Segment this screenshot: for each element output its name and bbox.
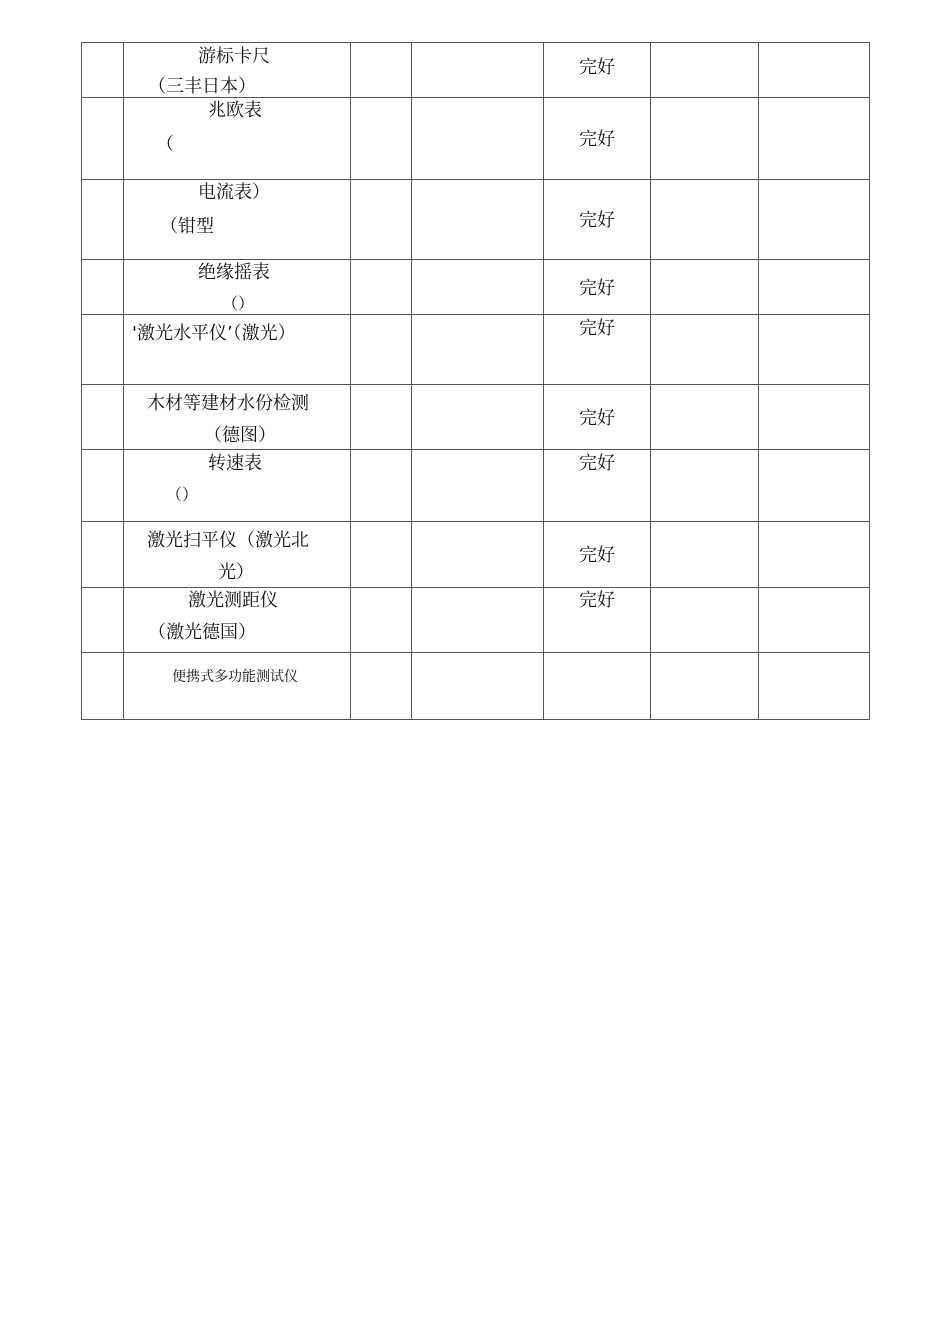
empty-cell [651,180,759,260]
empty-cell [759,98,870,180]
table-row [82,180,870,260]
instrument-name-cell [124,385,351,450]
empty-cell [351,522,412,588]
status-text: 完好 [579,278,615,299]
table-row [82,98,870,180]
table-row [82,43,870,98]
instrument-name-line: 绝缘摇表 [198,262,270,283]
empty-cell [351,43,412,98]
instrument-name-line: 兆欧表 [208,100,262,121]
empty-cell [651,450,759,522]
empty-cell [412,98,544,180]
status-cell [544,385,651,450]
status-cell [544,522,651,588]
instrument-name-line: 便携式多功能测试仪 [172,669,298,685]
instrument-name-line: 转速表 [208,453,262,474]
empty-cell [351,260,412,315]
empty-cell [351,450,412,522]
table-row [82,260,870,315]
instrument-name-cell [124,98,351,180]
empty-cell [412,450,544,522]
index-cell [82,653,124,720]
status-text: 完好 [579,545,615,566]
empty-cell [759,385,870,450]
instrument-name-line: 游标卡尺 [198,46,270,67]
table-row [82,450,870,522]
status-text: 完好 [579,453,615,474]
instrument-name-cell [124,43,351,98]
empty-cell [351,588,412,653]
instrument-name-line: 光） [218,562,254,583]
instrument-name-line: （ [156,134,174,155]
empty-cell [412,180,544,260]
table-row [82,522,870,588]
empty-cell [759,315,870,385]
equipment-table [81,42,870,720]
index-cell [82,260,124,315]
status-cell [544,180,651,260]
instrument-name-line: 电流表） [198,182,270,203]
instrument-name-line: '激光水平仪’（激光） [132,323,296,344]
table-row [82,315,870,385]
instrument-name-cell [124,588,351,653]
empty-cell [412,653,544,720]
status-text: 完好 [579,318,615,339]
index-cell [82,98,124,180]
instrument-name-line: （三丰日本） [148,76,256,97]
instrument-name-line: （激光德国） [148,622,256,643]
instrument-name-cell [124,653,351,720]
empty-cell [651,98,759,180]
instrument-name-cell [124,450,351,522]
empty-cell [351,385,412,450]
index-cell [82,385,124,450]
index-cell [82,315,124,385]
empty-cell [759,450,870,522]
status-cell [544,98,651,180]
empty-cell [651,522,759,588]
empty-cell [759,522,870,588]
empty-cell [412,260,544,315]
empty-cell [759,588,870,653]
empty-cell [651,315,759,385]
index-cell [82,588,124,653]
status-text: 完好 [579,590,615,611]
instrument-name-line: （钳型 [160,216,214,237]
instrument-name-line: 激光测距仪 [188,590,278,611]
instrument-name-cell [124,180,351,260]
status-text: 完好 [579,129,615,150]
instrument-name-cell [124,315,351,385]
empty-cell [759,43,870,98]
status-cell [544,315,651,385]
empty-cell [412,522,544,588]
status-cell [544,450,651,522]
instrument-name-line: （） [222,294,255,313]
empty-cell [412,588,544,653]
empty-cell [759,180,870,260]
empty-cell [651,385,759,450]
status-text: 完好 [579,408,615,429]
instrument-name-cell [124,260,351,315]
empty-cell [412,43,544,98]
status-text: 完好 [579,210,615,231]
empty-cell [412,385,544,450]
instrument-name-line: （德图） [204,425,276,446]
status-cell [544,43,651,98]
instrument-name-line: 激光扫平仪（激光北 [147,530,309,551]
status-text: 完好 [579,57,615,78]
table-row [82,385,870,450]
index-cell [82,522,124,588]
instrument-name-line: （） [166,485,199,504]
empty-cell [759,260,870,315]
index-cell [82,180,124,260]
empty-cell [351,315,412,385]
status-cell [544,653,651,720]
empty-cell [759,653,870,720]
status-cell [544,588,651,653]
empty-cell [651,588,759,653]
instrument-name-cell [124,522,351,588]
table-row [82,588,870,653]
instrument-name-line: 木材等建材水份检测 [147,393,309,414]
empty-cell [351,180,412,260]
status-cell [544,260,651,315]
empty-cell [412,315,544,385]
table-row [82,653,870,720]
index-cell [82,450,124,522]
empty-cell [651,43,759,98]
index-cell [82,43,124,98]
empty-cell [651,260,759,315]
empty-cell [351,98,412,180]
empty-cell [351,653,412,720]
empty-cell [651,653,759,720]
